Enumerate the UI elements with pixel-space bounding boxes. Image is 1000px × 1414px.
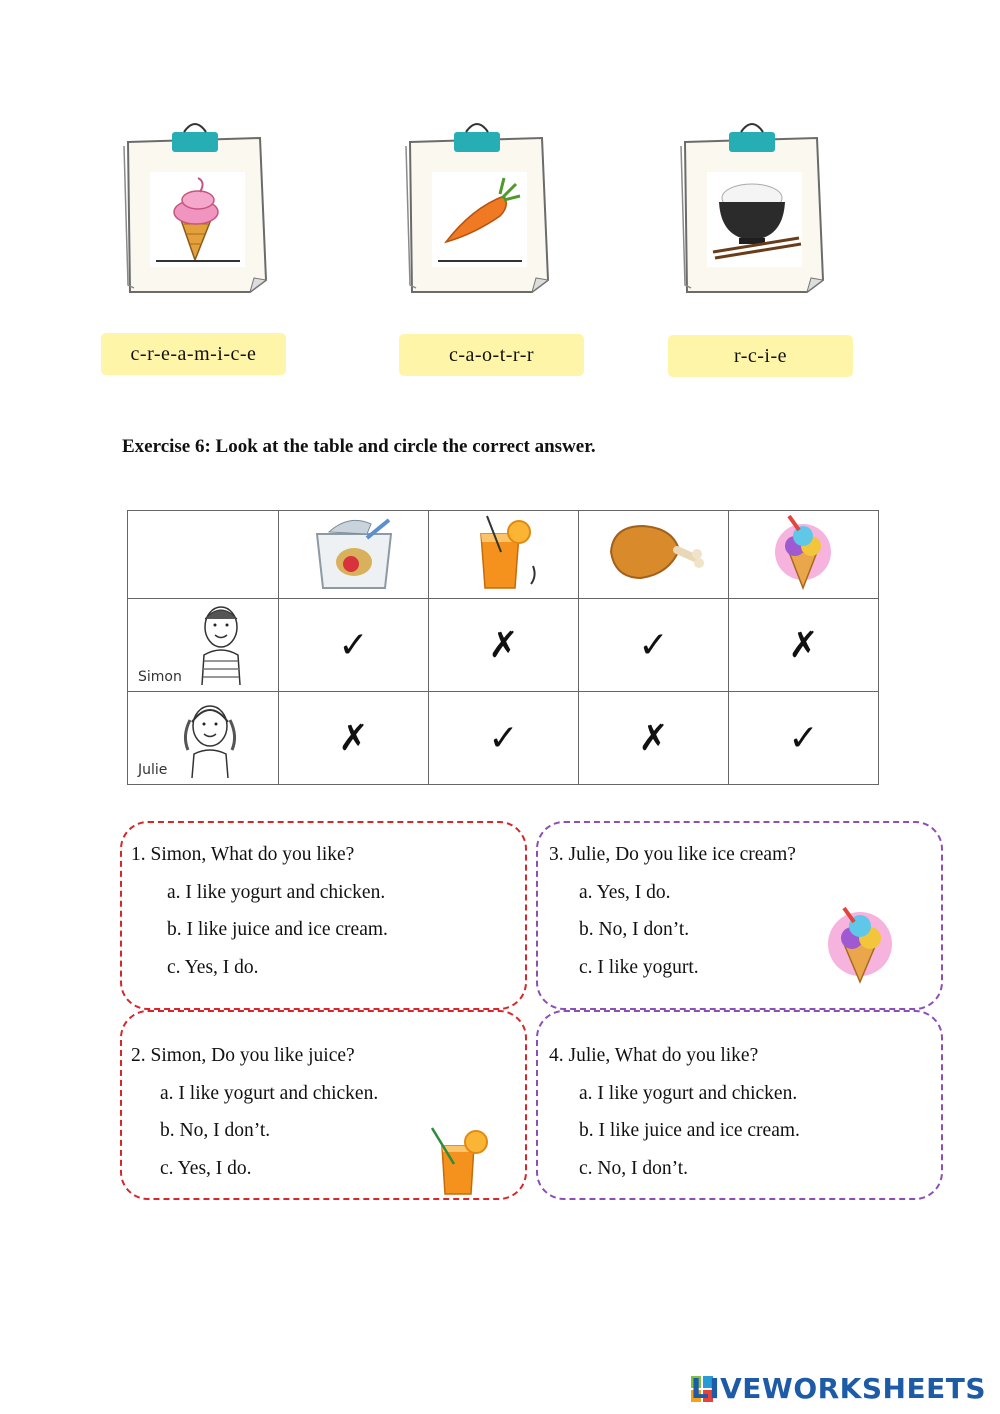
picture-card-rice xyxy=(677,120,827,295)
cross-mark: ✗ xyxy=(488,624,519,666)
yogurt-header-cell xyxy=(279,511,429,599)
question-1-option-c[interactable]: c. Yes, I do. xyxy=(167,957,259,978)
exercise-title: Exercise 6: Look at the table and circle the correct answer. xyxy=(122,436,596,457)
table-row-julie xyxy=(128,692,879,785)
mark-cell xyxy=(729,599,879,692)
rice-bowl-picture xyxy=(707,172,802,267)
question-1-prompt: 1. Simon, What do you like? xyxy=(131,844,355,865)
juice-icon xyxy=(459,512,549,592)
chicken-header-cell xyxy=(579,511,729,599)
scramble-word-3[interactable]: r-c-i-e xyxy=(668,335,853,377)
food-preference-table xyxy=(127,510,879,785)
cross-mark: ✗ xyxy=(338,717,369,759)
ice-cream-icon xyxy=(759,512,849,592)
question-4-option-c[interactable]: c. No, I don’t. xyxy=(579,1158,689,1179)
question-2-option-a[interactable]: a. I like yogurt and chicken. xyxy=(160,1083,379,1104)
liveworksheets-brand: LIVEWORKSHEETS xyxy=(690,1372,986,1405)
ice-cream-header-cell xyxy=(729,511,879,599)
question-3-option-a[interactable]: a. Yes, I do. xyxy=(579,882,671,903)
scramble-word-1[interactable]: c-r-e-a-m-i-c-e xyxy=(101,333,286,375)
question-2-prompt: 2. Simon, Do you like juice? xyxy=(131,1045,355,1066)
check-mark: ✓ xyxy=(788,717,819,759)
ice-cream-picture xyxy=(150,172,245,267)
question-3-option-c[interactable]: c. I like yogurt. xyxy=(579,957,699,978)
question-1-option-a[interactable]: a. I like yogurt and chicken. xyxy=(167,882,386,903)
picture-card-carrot xyxy=(402,120,552,295)
simon-cell xyxy=(128,599,279,692)
check-mark: ✓ xyxy=(488,717,519,759)
check-mark: ✓ xyxy=(338,624,369,666)
juice-glass-icon xyxy=(428,1124,494,1196)
cross-mark: ✗ xyxy=(788,624,819,666)
simon-label: Simon xyxy=(138,669,182,685)
mark-cell xyxy=(579,692,729,785)
chicken-drumstick-icon xyxy=(599,512,709,592)
question-3-prompt: 3. Julie, Do you like ice cream? xyxy=(549,844,796,865)
julie-cell xyxy=(128,692,279,785)
check-mark: ✓ xyxy=(638,624,669,666)
carrot-picture xyxy=(432,172,527,267)
mark-cell xyxy=(579,599,729,692)
table-corner-cell xyxy=(128,511,279,599)
juice-header-cell xyxy=(429,511,579,599)
table-header-row xyxy=(128,511,879,599)
question-1-option-b[interactable]: b. I like juice and ice cream. xyxy=(167,919,388,940)
julie-label: Julie xyxy=(138,762,168,778)
question-4-prompt: 4. Julie, What do you like? xyxy=(549,1045,759,1066)
mark-cell xyxy=(279,599,429,692)
mark-cell xyxy=(429,599,579,692)
table-row-simon xyxy=(128,599,879,692)
question-4-option-a[interactable]: a. I like yogurt and chicken. xyxy=(579,1083,798,1104)
cross-mark: ✗ xyxy=(638,717,669,759)
ice-cream-cone-icon xyxy=(822,904,898,984)
yogurt-icon xyxy=(309,512,399,592)
question-3-option-b[interactable]: b. No, I don’t. xyxy=(579,919,690,940)
picture-card-ice-cream xyxy=(120,120,270,295)
question-4-option-b[interactable]: b. I like juice and ice cream. xyxy=(579,1120,800,1141)
mark-cell xyxy=(729,692,879,785)
mark-cell xyxy=(279,692,429,785)
scramble-word-2[interactable]: c-a-o-t-r-r xyxy=(399,334,584,376)
mark-cell xyxy=(429,692,579,785)
question-2-option-b[interactable]: b. No, I don’t. xyxy=(160,1120,271,1141)
question-2-option-c[interactable]: c. Yes, I do. xyxy=(160,1158,252,1179)
